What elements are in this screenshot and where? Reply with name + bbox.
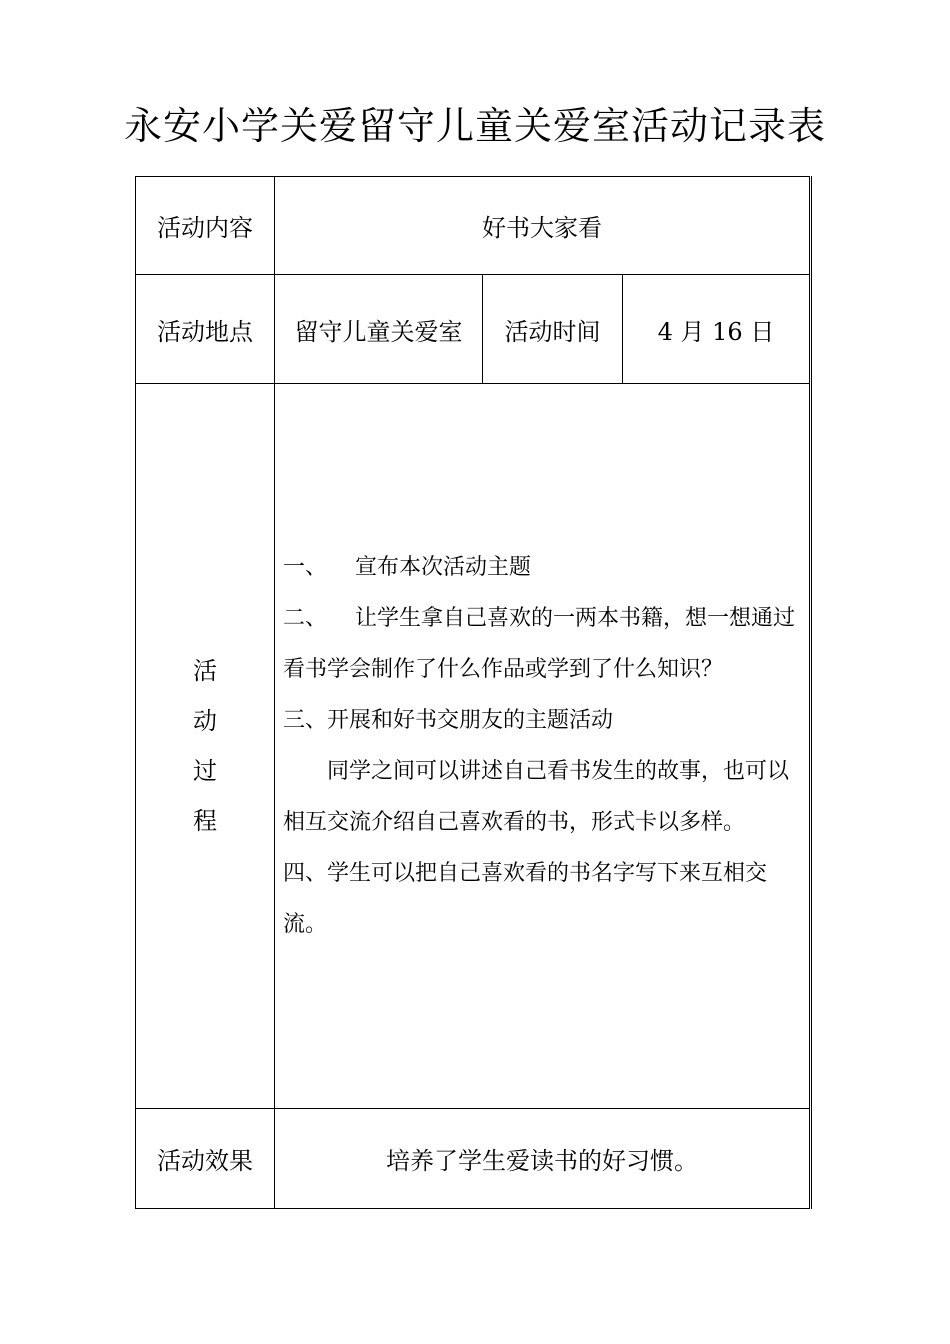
label-activity-process — [136, 384, 275, 1109]
process-item: 三、开展和好书交朋友的主题活动 — [283, 708, 614, 733]
row-activity-effect — [136, 1109, 811, 1209]
process-item — [283, 593, 803, 644]
process-item: 看书学会制作了什么作品或学到了什么知识？ — [283, 657, 724, 682]
process-marker: 一、 — [283, 555, 328, 580]
row-activity-process — [136, 384, 811, 1109]
process-item: 相互交流介绍自己喜欢看的书，形式卡以多样。 — [283, 810, 746, 835]
value-activity-location: 留守儿童关爱室 — [275, 275, 483, 384]
value-activity-process — [275, 384, 811, 1109]
process-item — [283, 542, 803, 593]
value-activity-effect: 培养了学生爱读书的好习惯。 — [275, 1109, 811, 1209]
process-marker: 二、 — [283, 606, 328, 631]
label-char: 程 — [193, 807, 217, 835]
process-item: 四、学生可以把自己喜欢看的书名字写下来互相交流。 — [283, 861, 768, 937]
label-char: 动 — [193, 707, 217, 735]
activity-record-table — [135, 176, 812, 1209]
label-activity-time: 活动时间 — [483, 275, 623, 384]
row-activity-content — [136, 177, 811, 275]
process-text: 宣布本次活动主题 — [355, 555, 532, 580]
label-char: 过 — [193, 757, 217, 785]
label-char: 活 — [193, 657, 217, 685]
value-activity-content: 好书大家看 — [275, 177, 811, 275]
label-activity-content: 活动内容 — [136, 177, 275, 275]
page-title: 永安小学关爱留守儿童关爱室活动记录表 — [123, 104, 826, 148]
label-activity-effect: 活动效果 — [136, 1109, 275, 1209]
process-item: 同学之间可以讲述自己看书发生的故事，也可以 — [327, 759, 790, 784]
row-activity-location-time — [136, 275, 811, 384]
process-text: 让学生拿自己喜欢的一两本书籍，想一想通过 — [355, 606, 796, 631]
value-activity-time: 4 月 16 日 — [623, 275, 811, 384]
label-activity-location: 活动地点 — [136, 275, 275, 384]
